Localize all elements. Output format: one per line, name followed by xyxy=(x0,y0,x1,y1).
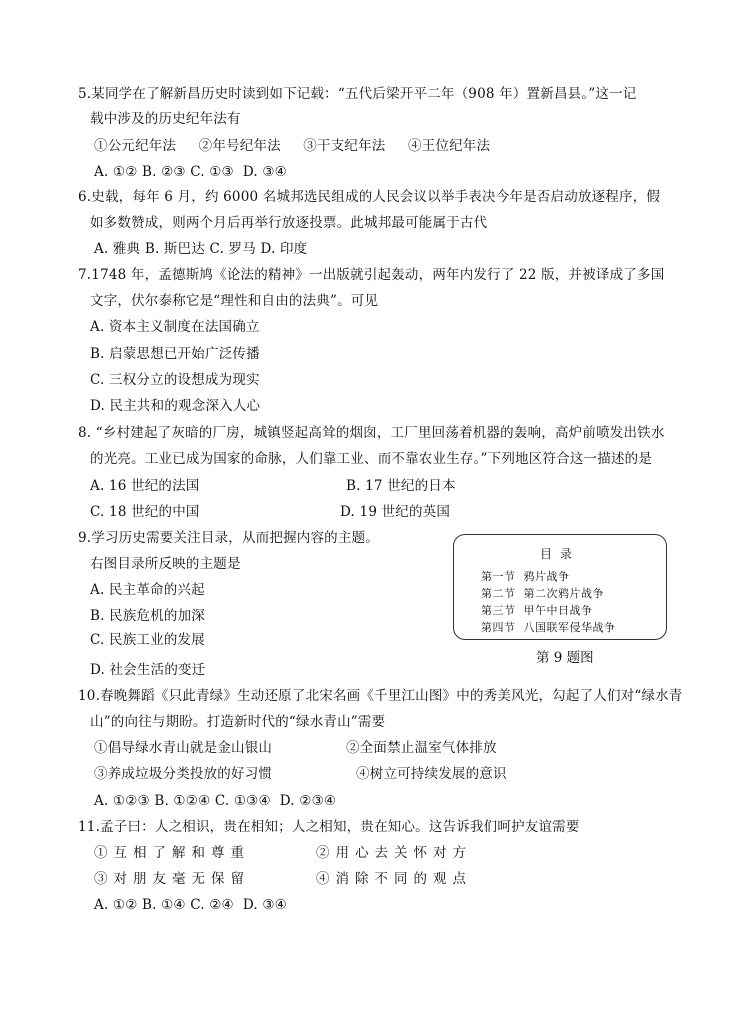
q8-option-a: A. 16 世纪的法国 xyxy=(90,478,200,494)
q11-option-2: ②用心去关怀对方 xyxy=(316,845,472,861)
q9-option-d: D. 社会生活的变迁 xyxy=(90,662,206,678)
q8-option-c: C. 18 世纪的中国 xyxy=(90,504,200,520)
q9-stem-line1: 9.学习历史需要关注目录，从而把握内容的主题。 xyxy=(78,530,379,546)
q10-option-1: ①倡导绿水青山就是金山银山 xyxy=(94,740,273,756)
q11-option-3: ③对朋友毫无保留 xyxy=(94,871,250,887)
q5-answers: A. ①② B. ②③ C. ①③ D. ③④ xyxy=(94,164,287,180)
q7-option-a: A. 资本主义制度在法国确立 xyxy=(90,319,260,335)
q11-answers: A. ①② B. ①④ C. ②④ D. ③④ xyxy=(94,897,287,913)
toc-section: 第四节 xyxy=(481,621,516,634)
q11-stem: 11.孟子曰：人之相识，贵在相知；人之相知，贵在知心。这告诉我们呵护友谊需要 xyxy=(78,819,580,835)
q8-option-b: B. 17 世纪的日本 xyxy=(346,478,456,494)
q9-table-of-contents-figure xyxy=(453,534,667,640)
q10-stem-line2: 山”的向往与期盼。打造新时代的“绿水青山”需要 xyxy=(90,714,386,730)
q9-option-a: A. 民主革命的兴起 xyxy=(90,582,205,598)
toc-topic: 鸦片战争 xyxy=(523,570,570,583)
q10-option-3: ③养成垃圾分类投放的好习惯 xyxy=(94,766,273,782)
q7-option-c: C. 三权分立的设想成为现实 xyxy=(90,372,260,388)
toc-row xyxy=(481,602,593,618)
q10-option-2: ②全面禁止温室气体排放 xyxy=(346,740,497,756)
q9-option-b: B. 民族危机的加深 xyxy=(90,608,206,624)
q10-answers: A. ①②③ B. ①②④ C. ①③④ D. ②③④ xyxy=(94,793,337,809)
q6-answers: A. 雅典 B. 斯巴达 C. 罗马 D. 印度 xyxy=(94,241,308,257)
q6-stem-line2: 如多数赞成，则两个月后再举行放逐投票。此城邦最可能属于古代 xyxy=(90,215,488,231)
toc-title: 目录 xyxy=(539,547,580,561)
q11-option-1: ①互相了解和尊重 xyxy=(94,845,250,861)
toc-topic: 八国联军侵华战争 xyxy=(523,621,616,634)
q7-stem-line1: 7.1748 年，孟德斯鸠《论法的精神》一出版就引起轰动，两年内发行了 22 版，并被译成了多国 xyxy=(78,267,665,283)
q9-option-c: C. 民族工业的发展 xyxy=(90,632,205,648)
q11-option-4: ④消除不同的观点 xyxy=(316,871,472,887)
q7-option-d: D. 民主共和的观念深入人心 xyxy=(90,398,261,414)
toc-topic: 第二次鸦片战争 xyxy=(523,587,604,600)
toc-section: 第三节 xyxy=(481,604,516,617)
q9-stem-line2: 右图目录所反映的主题是 xyxy=(90,556,241,572)
q10-option-4: ④树立可持续发展的意识 xyxy=(356,766,507,782)
toc-row xyxy=(481,619,616,635)
q5-stem-line2: 载中涉及的历史纪年法有 xyxy=(90,111,241,127)
q5-options: ①公元纪年法 ②年号纪年法 ③干支纪年法 ④王位纪年法 xyxy=(94,138,491,154)
q7-option-b: B. 启蒙思想已开始广泛传播 xyxy=(90,346,260,362)
toc-section: 第一节 xyxy=(481,570,516,583)
q6-stem-line1: 6.史载，每年 6 月，约 6000 名城邦选民组成的人民会议以举手表决今年是否启动放逐程序，假 xyxy=(78,189,661,205)
toc-row xyxy=(481,568,570,584)
q5-stem-line1: 5.某同学在了解新昌历史时读到如下记载：“五代后梁开平二年（908 年）置新昌县。”这一记 xyxy=(78,86,637,102)
toc-section: 第二节 xyxy=(481,587,516,600)
q7-stem-line2: 文字，伏尔泰称它是“理性和自由的法典”。可见 xyxy=(90,293,379,309)
q8-option-d: D. 19 世纪的英国 xyxy=(340,504,451,520)
q8-stem-line2: 的光亮。工业已成为国家的命脉，人们靠工业、而不靠农业生存。”下列地区符合这一描述的是 xyxy=(90,451,653,467)
toc-row xyxy=(481,585,604,601)
q9-figure-caption: 第 9 题图 xyxy=(536,650,594,666)
toc-topic: 甲午中日战争 xyxy=(523,604,593,617)
q8-stem-line1: 8. “乡村建起了灰暗的厂房，城镇竖起高耸的烟囱，工厂里回荡着机器的轰响，高炉前喷发出铁水 xyxy=(78,425,665,441)
q10-stem-line1: 10.春晚舞蹈《只此青绿》生动还原了北宋名画《千里江山图》中的秀美风光，勾起了人们对“绿水青 xyxy=(78,688,683,704)
